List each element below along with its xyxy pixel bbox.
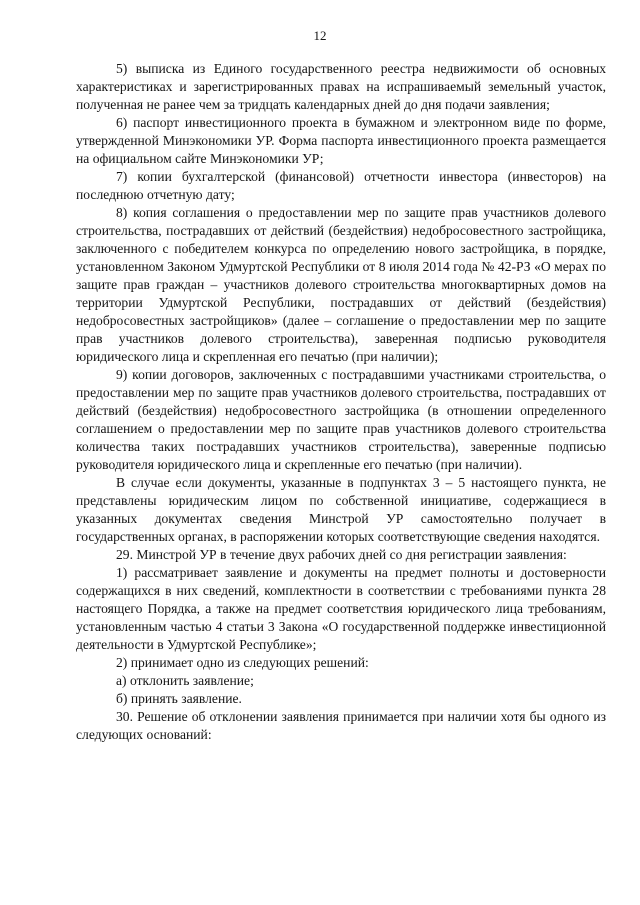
- paragraph-item-6-investment-passport: 6) паспорт инвестиционного проекта в бумажном и электронном виде по форме, утвержденной Минэкономики УР. Форма паспорта инвестиционного проекта размещается на официальном сайте Минэкономики УР;: [76, 115, 606, 166]
- paragraph-decision-reject: а) отклонить заявление;: [116, 673, 254, 688]
- paragraph-item-7-financial-statements: 7) копии бухгалтерской (финансовой) отчетности инвестора (инвесторов) на последнюю отчетную дату;: [76, 169, 606, 202]
- document-body: [76, 60, 606, 744]
- page-number: 12: [313, 28, 327, 43]
- paragraph-clause-29-item-1: 1) рассматривает заявление и документы на предмет полноты и достоверности содержащихся в них сведений, комплектности в соответствии с требованиями пункта 28 настоящего Порядка, а также на предмет соответствия юридического лица требованиям, установленным частью 4 статьи 3 Закона «О государственной поддержке инвестиционной деятельности в Удмуртской Республике»;: [76, 565, 606, 652]
- paragraph-clause-29: 29. Минстрой УР в течение двух рабочих дней со дня регистрации заявления:: [116, 547, 567, 562]
- paragraph-item-5-egrn-extract: 5) выписка из Единого государственного реестра недвижимости об основных характеристиках и зарегистрированных правах на испрашиваемый земельный участок, полученная не ранее чем за тридцать календарных дней до дня подачи заявления;: [76, 61, 606, 112]
- paragraph-item-8-agreement-copy: 8) копия соглашения о предоставлении мер по защите прав участников долевого строительства, пострадавших от действий (бездействия) недобросовестного застройщика, заключенного с победителем конкурса по определению нового застройщика, в порядке, установленном Законом Удмуртской Республики от 8 июля 2014 года № 42-РЗ «О мерах по защите прав граждан – участников долевого строительства многоквартирных домов на территории Удмуртской Республики, пострадавших от действий (бездействия) недобросовестных застройщиков» (далее – соглашение о предоставлении мер по защите прав участников долевого строительства), заверенная подписью руководителя юридического лица и скрепленная его печатью (при наличии);: [76, 205, 606, 364]
- paragraph-clause-30: 30. Решение об отклонении заявления принимается при наличии хотя бы одного из следующих оснований:: [76, 709, 606, 742]
- paragraph-clause-29-item-2: 2) принимает одно из следующих решений:: [116, 655, 369, 670]
- paragraph-decision-accept: б) принять заявление.: [116, 691, 242, 706]
- paragraph-documents-not-submitted: В случае если документы, указанные в подпунктах 3 – 5 настоящего пункта, не представлены юридическим лицом по собственной инициативе, содержащиеся в указанных документах сведения Минстрой УР самостоятельно получает в государственных органах, в распоряжении которых соответствующие сведения находятся.: [76, 475, 606, 544]
- paragraph-item-9-contract-copies: 9) копии договоров, заключенных с пострадавшими участниками строительства, о предоставлении мер по защите прав участников долевого строительства, пострадавших от действий (бездействия) недобросовестного застройщика (в отношении определенного соглашением о предоставлении мер по защите прав участников долевого строительства количества таких пострадавших участников строительства), заверенные подписью руководителя юридического лица и скрепленные его печатью (при наличии).: [76, 367, 606, 472]
